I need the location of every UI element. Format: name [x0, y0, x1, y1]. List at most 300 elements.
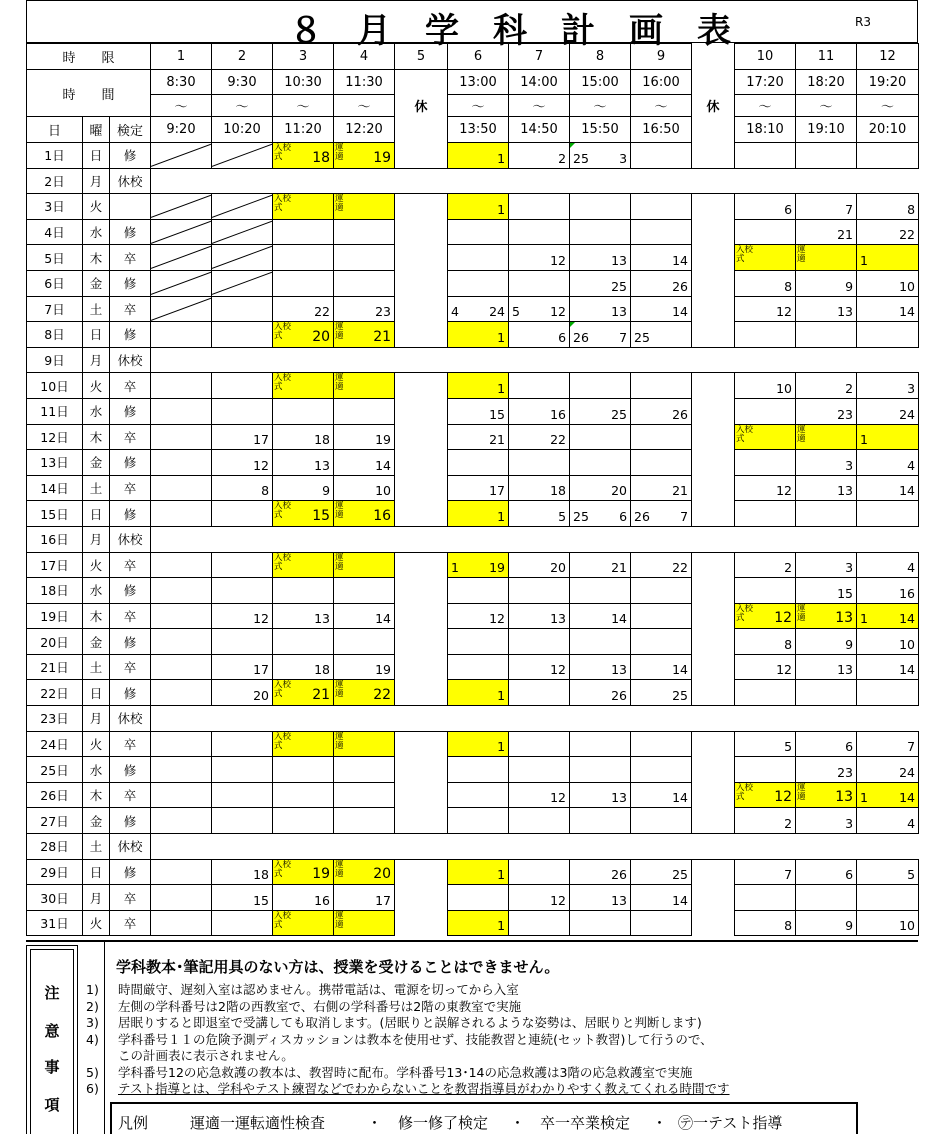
schedule-cell [212, 910, 273, 936]
lesson-number: 8 [784, 636, 793, 652]
day-of-week: 水 [83, 398, 110, 424]
day-row [27, 143, 919, 169]
lesson-number: 10 [776, 380, 793, 396]
exam-type: 卒 [110, 475, 151, 501]
lesson-number: 18 [253, 867, 270, 883]
day-of-week: 日 [83, 501, 110, 527]
day-row [27, 219, 919, 245]
schedule-cell [273, 398, 334, 424]
schedule-cell [692, 552, 735, 578]
schedule-cell [692, 194, 735, 220]
schedule-cell [151, 398, 212, 424]
day-row [27, 194, 919, 220]
schedule-cell [334, 245, 395, 271]
day-date: 25日 [27, 757, 83, 783]
day-of-week: 水 [83, 219, 110, 245]
day-row [27, 168, 919, 194]
schedule-cell [448, 782, 509, 808]
tilde: ～ [570, 95, 631, 117]
start-time: 16:00 [631, 70, 692, 95]
lesson-number: 3 [907, 380, 916, 396]
lesson-number: 5 [784, 739, 793, 755]
schedule-cell [334, 885, 395, 911]
lesson-number: 13 [611, 790, 628, 806]
schedule-cell [692, 578, 735, 604]
schedule-cell [212, 885, 273, 911]
lesson-number: 6 [619, 508, 628, 524]
schedule-cell [631, 322, 692, 348]
note-text: 左側の学科番号は2階の西教室で、右側の学科番号は2階の東教室で実施 [118, 998, 522, 1014]
lesson-number: 13 [837, 483, 854, 499]
schedule-cell [448, 603, 509, 629]
schedule-cell [334, 654, 395, 680]
entrance-ceremony-tag: 入校 式 [274, 322, 292, 342]
schedule-cell [631, 398, 692, 424]
day-date: 17日 [27, 552, 83, 578]
schedule-cell [151, 270, 212, 296]
schedule-cell [395, 143, 448, 169]
lesson-number: 1 [497, 918, 506, 934]
aptitude-test-tag: 運 適 [335, 731, 344, 751]
schedule-cell [448, 910, 509, 936]
schedule-cell [151, 501, 212, 527]
lesson-number: 17 [253, 662, 270, 678]
lesson-number: 1 [497, 150, 506, 166]
lesson-number: 23 [837, 764, 854, 780]
schedule-cell [395, 782, 448, 808]
lesson-number: 1 [860, 611, 868, 627]
lesson-number: 2 [845, 380, 854, 396]
lesson-number: 14 [672, 892, 689, 908]
entrance-ceremony-tag: 入校 式 [274, 859, 292, 879]
schedule-cell [212, 219, 273, 245]
period-number: 4 [334, 44, 395, 70]
schedule-cell [796, 194, 857, 220]
schedule-cell [273, 424, 334, 450]
day-date: 16日 [27, 526, 83, 552]
end-time: 10:20 [212, 117, 273, 143]
schedule-cell [509, 629, 570, 655]
schedule-cell [735, 194, 796, 220]
schedule-cell [212, 424, 273, 450]
schedule-cell [631, 782, 692, 808]
tilde: ～ [212, 95, 273, 117]
lesson-number: 20 [550, 560, 567, 576]
schedule-cell [334, 322, 395, 348]
day-date: 26日 [27, 782, 83, 808]
lesson-number: 18 [312, 149, 331, 166]
schedule-cell [570, 578, 631, 604]
exam-type: 修 [110, 450, 151, 476]
schedule-cell [857, 194, 919, 220]
lesson-number: 15 [837, 585, 854, 601]
schedule-cell [692, 910, 735, 936]
aptitude-test-tag: 運 適 [335, 322, 344, 342]
day-of-week: 土 [83, 654, 110, 680]
lesson-number: 1 [497, 329, 506, 345]
lesson-number: 26 [672, 406, 689, 422]
day-of-week: 日 [83, 680, 110, 706]
schedule-cell [334, 475, 395, 501]
start-time [395, 70, 448, 95]
day-date: 14日 [27, 475, 83, 501]
schedule-cell [273, 450, 334, 476]
period-header-label: 時 限 [27, 44, 151, 70]
start-time: 15:00 [570, 70, 631, 95]
schedule-cell [692, 654, 735, 680]
exam-type: 休校 [110, 168, 151, 194]
day-date: 11日 [27, 398, 83, 424]
lesson-number: 13 [314, 457, 331, 473]
schedule-cell [692, 680, 735, 706]
day-row [27, 424, 919, 450]
lesson-number: 13 [611, 662, 628, 678]
schedule-cell [273, 680, 334, 706]
day-of-week: 土 [83, 296, 110, 322]
schedule-cell [796, 654, 857, 680]
crossed-out-cell [212, 143, 272, 168]
schedule-cell [509, 398, 570, 424]
end-time: 13:50 [448, 117, 509, 143]
schedule-cell [857, 910, 919, 936]
lesson-number: 22 [672, 560, 689, 576]
lesson-number: 12 [253, 611, 270, 627]
lesson-number: 25 [573, 508, 589, 524]
day-date: 29日 [27, 859, 83, 885]
schedule-cell [570, 398, 631, 424]
schedule-cell [692, 143, 735, 169]
day-of-week: 月 [83, 526, 110, 552]
lesson-number: 19 [375, 662, 392, 678]
day-row [27, 834, 919, 860]
lesson-number: 6 [784, 201, 793, 217]
lesson-number: 19 [489, 560, 506, 576]
lesson-number: 12 [774, 610, 793, 627]
schedule-cell [692, 885, 735, 911]
lesson-number: 10 [899, 918, 916, 934]
lesson-number: 17 [375, 892, 392, 908]
schedule-cell [509, 373, 570, 399]
start-time: 18:20 [796, 70, 857, 95]
schedule-cell [570, 859, 631, 885]
schedule-cell [212, 373, 273, 399]
schedule-cell [692, 296, 735, 322]
lesson-number: 15 [312, 507, 331, 524]
day-date: 4日 [27, 219, 83, 245]
lesson-number: 8 [784, 918, 793, 934]
schedule-cell [273, 373, 334, 399]
schedule-cell [857, 475, 919, 501]
entrance-ceremony-tag: 入校 式 [736, 245, 754, 265]
lesson-number: 18 [550, 483, 567, 499]
lesson-number: 12 [550, 304, 567, 320]
lesson-number: 1 [497, 867, 506, 883]
schedule-cell [735, 373, 796, 399]
schedule-cell [735, 424, 796, 450]
schedule-cell [692, 270, 735, 296]
day-of-week: 水 [83, 578, 110, 604]
schedule-cell [509, 731, 570, 757]
schedule-cell [509, 194, 570, 220]
tilde: ～ [857, 95, 919, 117]
exam-type: 卒 [110, 424, 151, 450]
lesson-number: 9 [845, 636, 854, 652]
schedule-cell [570, 680, 631, 706]
schedule-cell [212, 782, 273, 808]
period-number: 1 [151, 44, 212, 70]
schedule-cell [692, 859, 735, 885]
schedule-cell [796, 219, 857, 245]
schedule-cell [395, 270, 448, 296]
schedule-cell [395, 450, 448, 476]
exam-type: 卒 [110, 296, 151, 322]
lesson-number: 1 [497, 508, 506, 524]
start-time: 11:30 [334, 70, 395, 95]
legend-separator: ・ [367, 1114, 383, 1132]
schedule-cell [273, 808, 334, 834]
closed-day-blank [151, 706, 919, 732]
day-of-week: 木 [83, 424, 110, 450]
entrance-ceremony-tag: 入校 式 [274, 143, 292, 162]
schedule-cell [395, 194, 448, 220]
schedule-cell [735, 501, 796, 527]
period-number: 3 [273, 44, 334, 70]
schedule-cell [631, 578, 692, 604]
schedule-cell [857, 731, 919, 757]
exam-type: 卒 [110, 782, 151, 808]
crossed-out-cell [151, 194, 211, 219]
day-date: 2日 [27, 168, 83, 194]
schedule-cell [692, 322, 735, 348]
note-text: 学科番号１１の危険予測ディスカッションは教本を使用せず、技能教習と連続(セット教習)して行うので、 [118, 1031, 713, 1047]
schedule-cell [273, 629, 334, 655]
schedule-cell [631, 245, 692, 271]
schedule-cell [570, 143, 631, 169]
day-row [27, 757, 919, 783]
schedule-cell [212, 731, 273, 757]
schedule-cell [692, 731, 735, 757]
schedule-cell [273, 143, 334, 169]
crossed-out-cell [151, 297, 211, 322]
day-of-week: 月 [83, 168, 110, 194]
lesson-number: 19 [375, 432, 392, 448]
notes-heading: 学科教本･筆記用具のない方は、授業を受けることはできません。 [116, 958, 560, 976]
schedule-cell [509, 757, 570, 783]
schedule-cell [273, 885, 334, 911]
schedule-cell [334, 782, 395, 808]
schedule-cell [631, 450, 692, 476]
period-number: 7 [509, 44, 570, 70]
day-row [27, 731, 919, 757]
legend-label: 凡例 [118, 1114, 149, 1132]
schedule-cell [151, 885, 212, 911]
schedule-cell [334, 808, 395, 834]
lesson-number: 9 [845, 278, 854, 294]
schedule-cell [796, 143, 857, 169]
day-row [27, 578, 919, 604]
lesson-number: 9 [322, 483, 331, 499]
schedule-cell [857, 296, 919, 322]
schedule-cell [151, 322, 212, 348]
schedule-cell [448, 680, 509, 706]
tilde: ～ [334, 95, 395, 117]
schedule-cell [735, 219, 796, 245]
schedule-cell [570, 219, 631, 245]
end-time [395, 117, 448, 143]
lesson-number: 21 [312, 687, 331, 704]
schedule-cell [857, 424, 919, 450]
schedule-cell [570, 424, 631, 450]
lesson-number: 26 [611, 867, 628, 883]
aptitude-test-tag: 運 適 [335, 680, 344, 700]
note-text: 時間厳守、遅刻入室は認めません。携帯電話は、電源を切ってから入室 [118, 982, 519, 997]
schedule-cell [692, 245, 735, 271]
end-time: 16:50 [631, 117, 692, 143]
schedule-cell [631, 424, 692, 450]
lesson-number: 13 [550, 611, 567, 627]
schedule-cell [735, 808, 796, 834]
lesson-number: 1 [497, 380, 506, 396]
schedule-cell [570, 373, 631, 399]
schedule-cell [212, 194, 273, 220]
period-number: 5 [395, 44, 448, 70]
day-of-week: 木 [83, 245, 110, 271]
lesson-number: 21 [672, 483, 689, 499]
column-label-day_label: 日 [27, 117, 83, 143]
schedule-cell [151, 731, 212, 757]
schedule-cell [334, 603, 395, 629]
schedule-cell [857, 219, 919, 245]
tilde: ～ [735, 95, 796, 117]
schedule-cell [334, 219, 395, 245]
exam-type: 修 [110, 629, 151, 655]
entrance-ceremony-tag: 入校 式 [736, 424, 754, 444]
start-time: 13:00 [448, 70, 509, 95]
schedule-cell [334, 143, 395, 169]
schedule-cell [857, 629, 919, 655]
day-row [27, 398, 919, 424]
schedule-cell [273, 245, 334, 271]
schedule-cell [395, 731, 448, 757]
day-row [27, 603, 919, 629]
lesson-number: 7 [845, 201, 854, 217]
schedule-cell [334, 552, 395, 578]
schedule-cell [692, 757, 735, 783]
schedule-cell [448, 194, 509, 220]
schedule-cell [857, 680, 919, 706]
schedule-cell [334, 629, 395, 655]
schedule-cell [448, 859, 509, 885]
schedule-cell [273, 859, 334, 885]
day-of-week: 火 [83, 731, 110, 757]
day-row [27, 322, 919, 348]
day-of-week: 月 [83, 347, 110, 373]
day-row [27, 629, 919, 655]
crossed-out-cell [212, 220, 272, 245]
schedule-cell [735, 296, 796, 322]
schedule-cell [151, 475, 212, 501]
schedule-cell [735, 245, 796, 271]
lesson-number: 3 [845, 560, 854, 576]
closed-day-blank [151, 526, 919, 552]
schedule-cell [570, 322, 631, 348]
schedule-cell [857, 578, 919, 604]
schedule-cell [857, 143, 919, 169]
schedule-cell [509, 450, 570, 476]
lesson-number: 3 [845, 816, 854, 832]
tilde: ～ [631, 95, 692, 117]
exam-type: 休校 [110, 526, 151, 552]
notes-label-column [26, 945, 78, 1134]
schedule-cell [395, 552, 448, 578]
schedule-cell [334, 731, 395, 757]
day-date: 12日 [27, 424, 83, 450]
schedule-cell [151, 219, 212, 245]
day-of-week: 金 [83, 450, 110, 476]
schedule-cell [334, 680, 395, 706]
schedule-cell [692, 424, 735, 450]
notes-char: 注 [44, 984, 60, 1002]
day-of-week: 月 [83, 706, 110, 732]
schedule-cell [509, 322, 570, 348]
schedule-cell [273, 654, 334, 680]
comment-marker [570, 143, 575, 148]
schedule-cell [735, 450, 796, 476]
schedule-cell [212, 245, 273, 271]
schedule-cell [857, 757, 919, 783]
schedule-cell [273, 910, 334, 936]
schedule-cell [334, 270, 395, 296]
day-of-week: 金 [83, 808, 110, 834]
schedule-cell [570, 296, 631, 322]
schedule-cell [857, 603, 919, 629]
schedule-cell [273, 757, 334, 783]
schedule-cell [631, 910, 692, 936]
schedule-cell [273, 552, 334, 578]
schedule-cell [509, 270, 570, 296]
exam-type: 卒 [110, 552, 151, 578]
day-date: 23日 [27, 706, 83, 732]
schedule-cell [735, 654, 796, 680]
period-number [692, 44, 735, 70]
period-number: 2 [212, 44, 273, 70]
exam-type: 休校 [110, 347, 151, 373]
schedule-cell [334, 194, 395, 220]
note-text: 居眠りすると即退室で受講しても取消します。(居眠りと誤解されるような姿勢は、居眠りと判断します) [118, 1015, 702, 1030]
schedule-cell [509, 782, 570, 808]
schedule-cell [631, 373, 692, 399]
schedule-cell [857, 245, 919, 271]
break-label: 休 [692, 95, 735, 117]
schedule-cell [448, 578, 509, 604]
lesson-number: 23 [837, 406, 854, 422]
lesson-number: 4 [451, 304, 459, 320]
schedule-cell [395, 654, 448, 680]
closed-day-blank [151, 347, 919, 373]
schedule-cell [395, 398, 448, 424]
schedule-cell [509, 859, 570, 885]
schedule-cell [151, 629, 212, 655]
schedule-cell [448, 629, 509, 655]
schedule-cell [631, 603, 692, 629]
note-item [86, 1079, 730, 1097]
end-time: 20:10 [857, 117, 919, 143]
lesson-number: 13 [314, 611, 331, 627]
lesson-number: 23 [375, 304, 392, 320]
lesson-number: 13 [611, 304, 628, 320]
schedule-cell [857, 808, 919, 834]
schedule-cell [395, 322, 448, 348]
